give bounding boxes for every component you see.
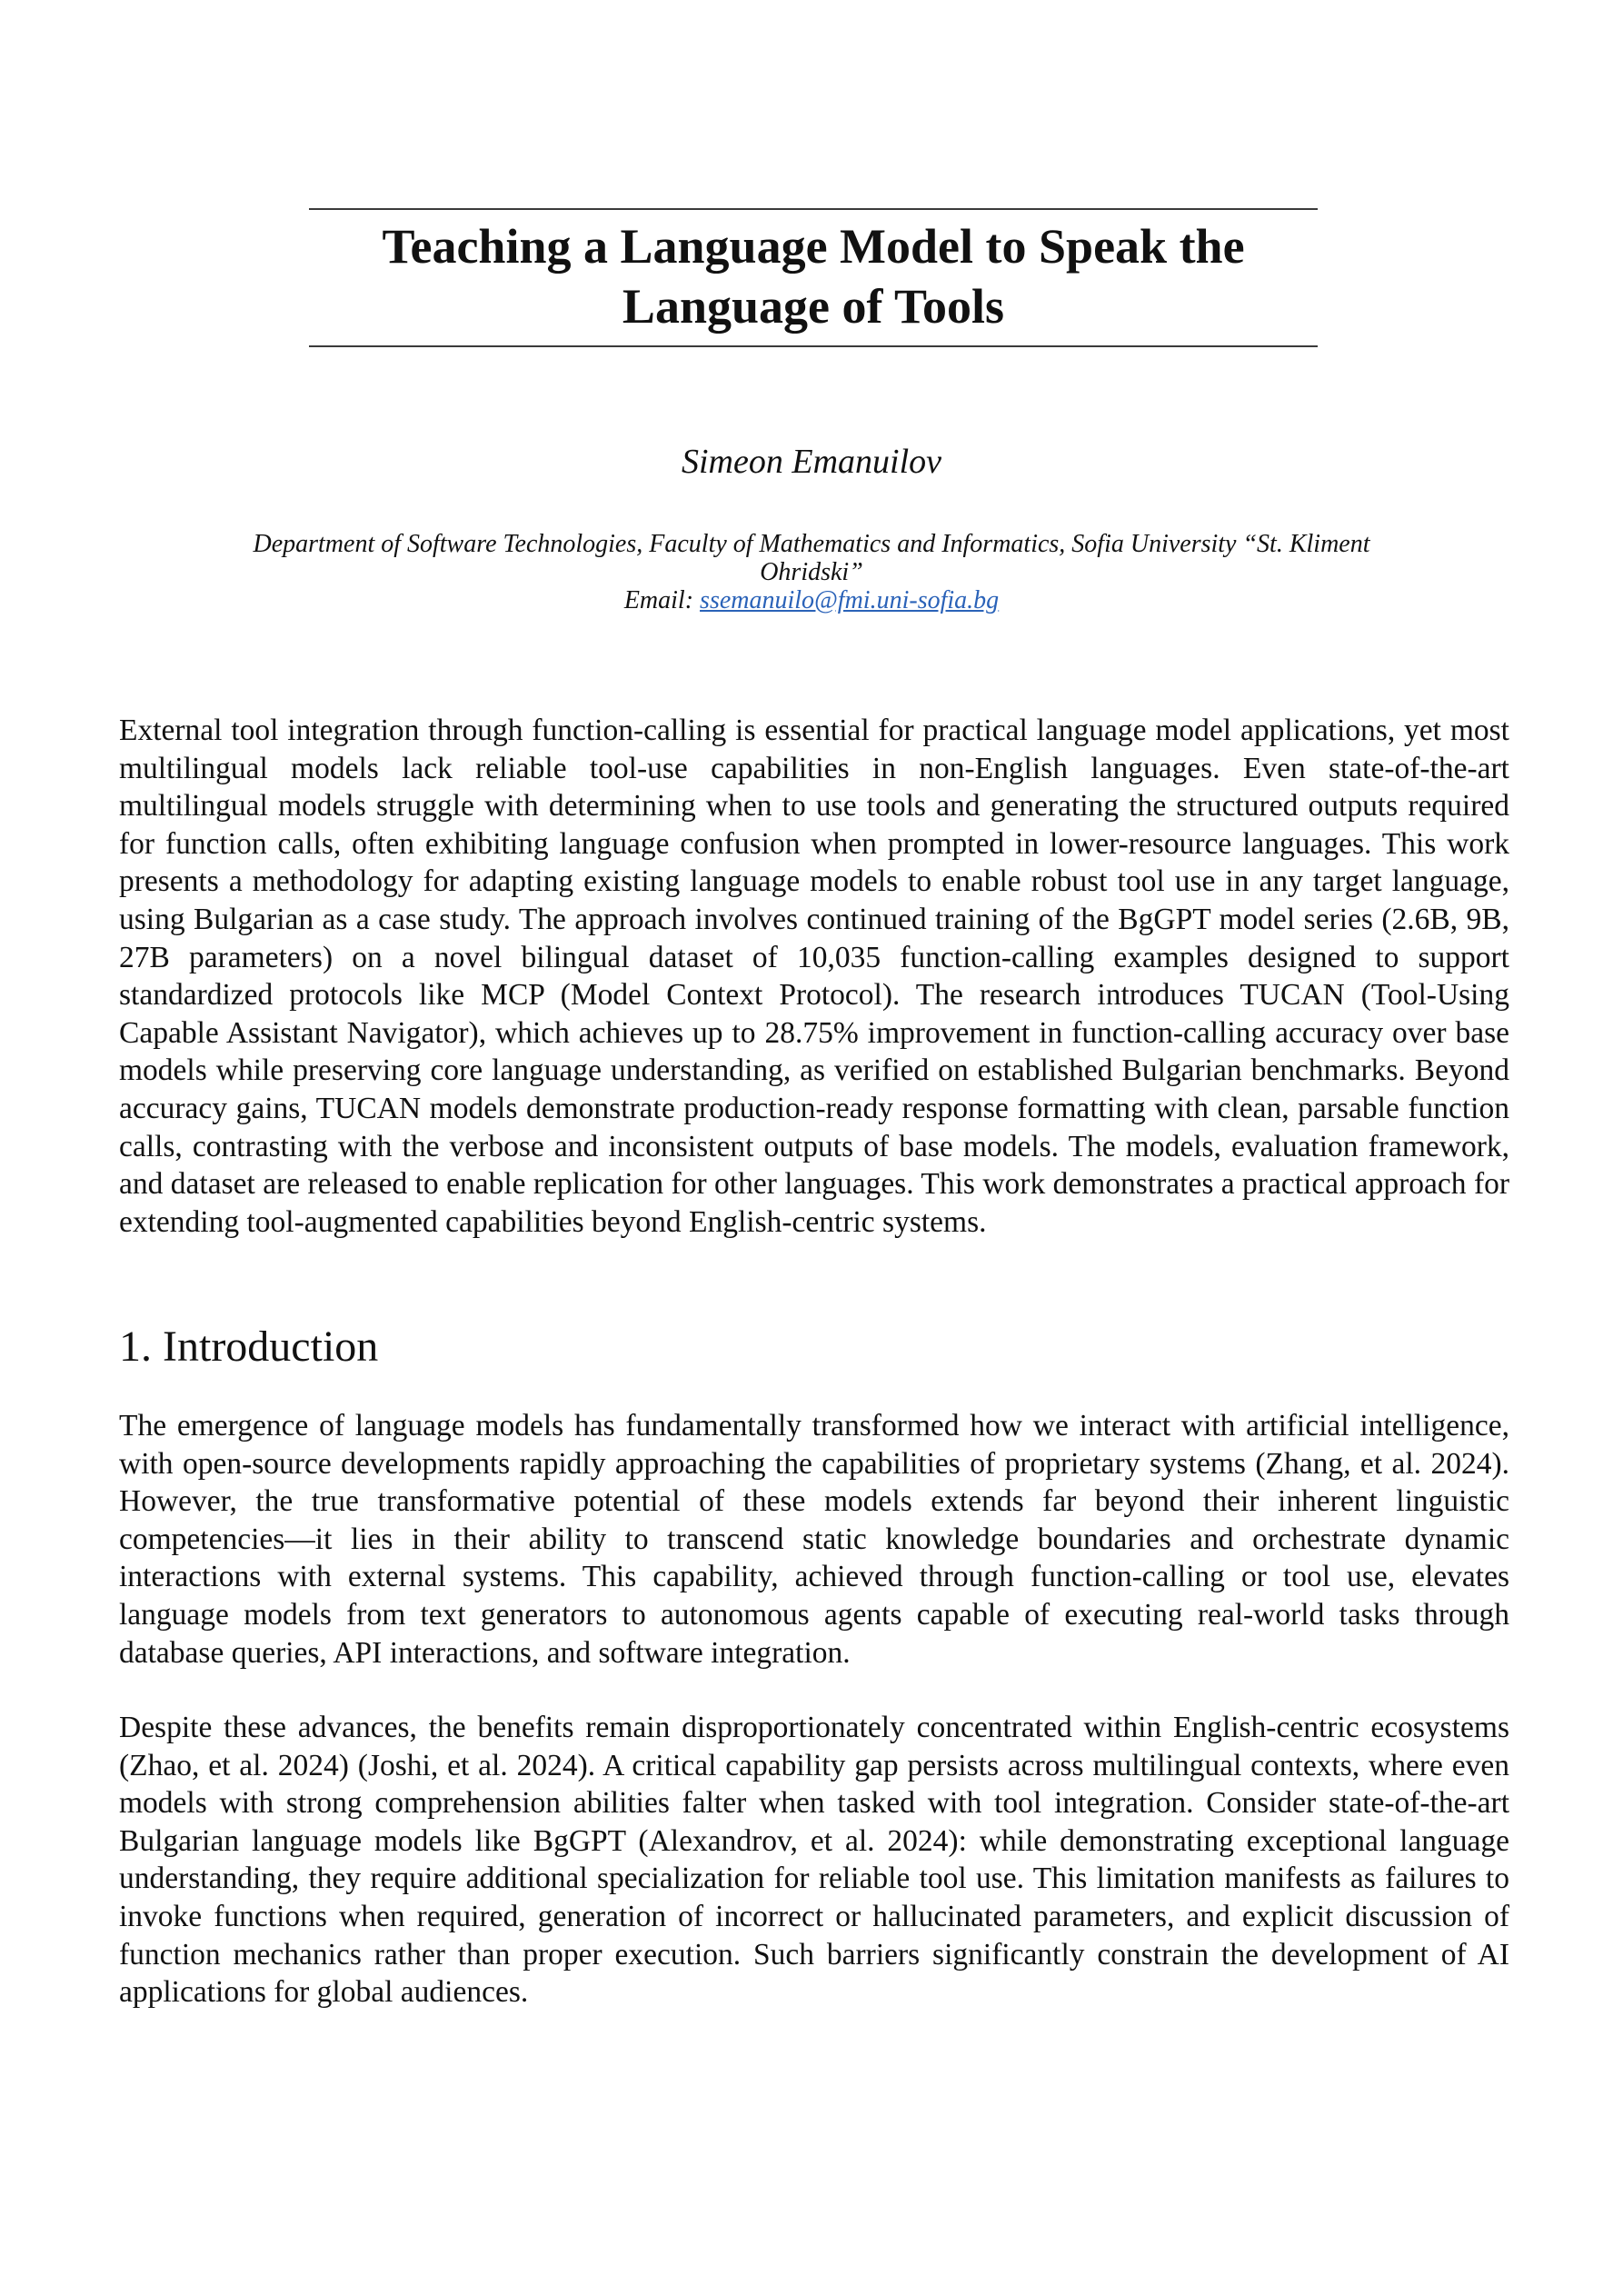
paper-title [309,216,1318,336]
abstract-paragraph: External tool integration through function-calling is essential for practical language model applications, yet most multilingual models lack reliable tool-use capabilities in non-English languages. Even state-of-the-art multilingual models struggle with determining when to use tools and generating the structured outputs required for function calls, often exhibiting language confusion when prompted in lower-resource languages. This work presents a methodology for adapting existing language models to enable robust tool use in any target language, using Bulgarian as a case study. The approach involves continued training of the BgGPT model series (2.6B, 9B, 27B parameters) on a novel bilingual dataset of 10,035 function-calling examples designed to support standardized protocols like MCP (Model Context Protocol). The research introduces TUCAN (Tool-Using Capable Assistant Navigator), which achieves up to 28.75% improvement in function-calling accuracy over base models while preserving core language understanding, as verified on established Bulgarian benchmarks. Beyond accuracy gains, TUCAN models demonstrate production-ready response formatting with clean, parsable function calls, contrasting with the verbose and inconsistent outputs of base models. The models, evaluation framework, and dataset are released to enable replication for other languages. This work demonstrates a practical approach for extending tool-augmented capabilities beyond English-centric systems. [119,714,1509,1239]
email-link[interactable]: ssemanuilo@fmi.uni-sofia.bg [700,586,1000,614]
section-heading-introduction: 1. Introduction [119,1323,379,1371]
affiliation-line-2: Ohridski” [760,558,863,586]
paper-title-line-2: Language of Tools [622,279,1005,334]
author-name: Simeon Emanuilov [681,443,941,481]
affiliation-block [182,530,1441,614]
paper-title-line-1: Teaching a Language Model to Speak the [382,219,1245,274]
title-bottom-rule [309,345,1318,347]
introduction-paragraph-1: The emergence of language models has fundamentally transformed how we interact with artificial intelligence, with open-source developments rapidly approaching the capabilities of proprietary systems (Zhang, et al. 2024). However, the true transformative potential of these models extends far beyond their inherent linguistic competencies—it lies in their ability to transcend static knowledge boundaries and orchestrate dynamic interactions with external systems. This capability, achieved through function-calling or tool use, elevates language models from text generators to autonomous agents capable of executing real-world tasks through database queries, API interactions, and software integration. [119,1409,1509,1670]
affiliation-line-1: Department of Software Technologies, Faculty of Mathematics and Informatics, Sofia University “St. Kliment [253,530,1370,558]
email-line [182,586,1441,614]
introduction-paragraph-2: Despite these advances, the benefits remain disproportionately concentrated within English-centric ecosystems (Zhao, et al. 2024) (Joshi, et al. 2024). A critical capability gap persists across multilingual contexts, where even models with strong comprehension abilities falter when tasked with tool integration. Consider state-of-the-art Bulgarian language models like BgGPT (Alexandrov, et al. 2024): while demonstrating exceptional language understanding, they require additional specialization for reliable tool use. This limitation manifests as failures to invoke functions when required, generation of incorrect or hallucinated parameters, and explicit discussion of function mechanics rather than proper execution. Such barriers significantly constrain the development of AI applications for global audiences. [119,1711,1509,2010]
title-top-rule [309,208,1318,210]
email-label: Email: [623,586,694,614]
